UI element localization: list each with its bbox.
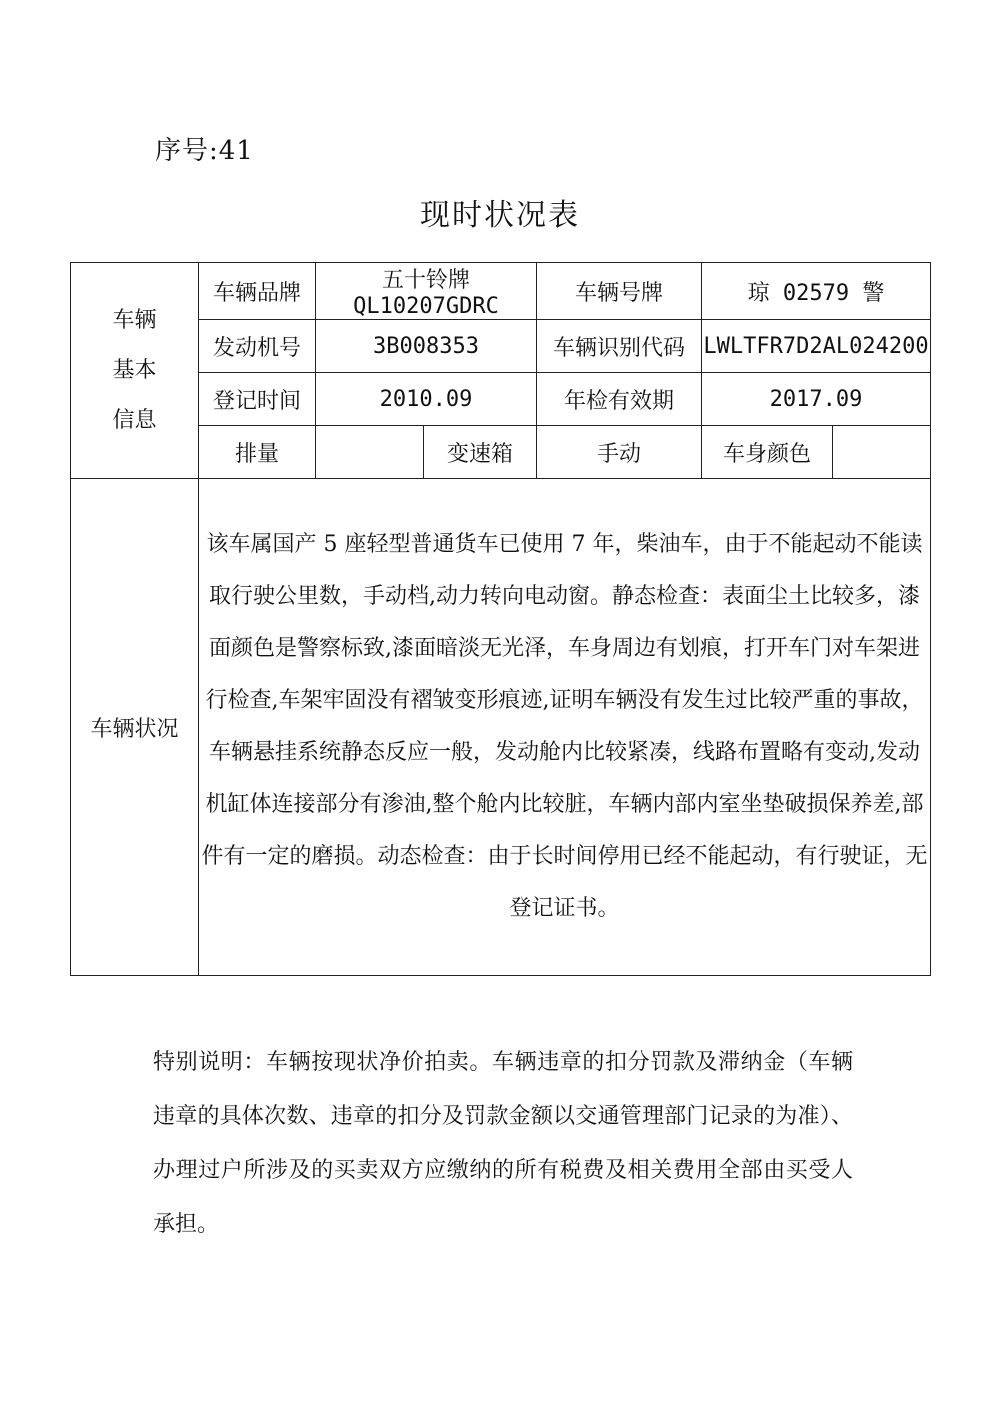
inspection-label: 年检有效期 [537,373,702,426]
serial-number: 序号:41 [155,136,254,166]
engine-label: 发动机号 [199,320,316,373]
displacement-value [316,426,424,479]
engine-value: 3B008353 [316,320,537,373]
condition-description: 该车属国产 5 座轻型普通货车已使用 7 年，柴油车，由于不能起动不能读取行驶公里数，手动档,动力转向电动窗。静态检查：表面尘土比较多，漆面颜色是警察标致,漆面暗淡无光泽，车身周边有划痕，打开车门对车架进行检查,车架牢固没有褶皱变形痕迹,证明车辆没有发生过比较严重的事故，车辆悬挂系统静态反应一般，发动舱内比较紧凑，线路布置略有变动,发动机缸体连接部分有渗油,整个舱内比较脏，车辆内部内室坐垫破损保养差,部件有一定的磨损。动态检查：由于长时间停用已经不能起动，有行驶证，无登记证书。 [199,479,931,976]
basic-info-label-line: 基本 [112,357,157,383]
condition-label: 车辆状况 [71,479,199,976]
basic-info-label [71,263,199,479]
plate-value: 琼 02579 警 [702,263,931,320]
body-color-value [833,426,931,479]
basic-info-label-line: 车辆 [112,307,157,333]
brand-label: 车辆品牌 [199,263,316,320]
brand-value: 五十铃牌 QL10207GDRC [316,263,537,320]
inspection-value: 2017.09 [702,373,931,426]
body-color-label: 车身颜色 [702,426,833,479]
vin-value: LWLTFR7D2AL024200 [702,320,931,373]
page-title: 现时状况表 [420,198,580,233]
plate-label: 车辆号牌 [537,263,702,320]
registration-label: 登记时间 [199,373,316,426]
displacement-label: 排量 [199,426,316,479]
vin-label: 车辆识别代码 [537,320,702,373]
gearbox-value: 手动 [537,426,702,479]
vehicle-status-table [70,262,931,976]
gearbox-label: 变速箱 [424,426,537,479]
registration-value: 2010.09 [316,373,537,426]
special-note: 特别说明：车辆按现状净价拍卖。车辆违章的扣分罚款及滞纳金（车辆违章的具体次数、违章的扣分及罚款金额以交通管理部门记录的为准）、办理过户所涉及的买卖双方应缴纳的所有税费及相关费用全部由买受人承担。 [153,1050,853,1237]
basic-info-label-line: 信息 [112,407,157,433]
